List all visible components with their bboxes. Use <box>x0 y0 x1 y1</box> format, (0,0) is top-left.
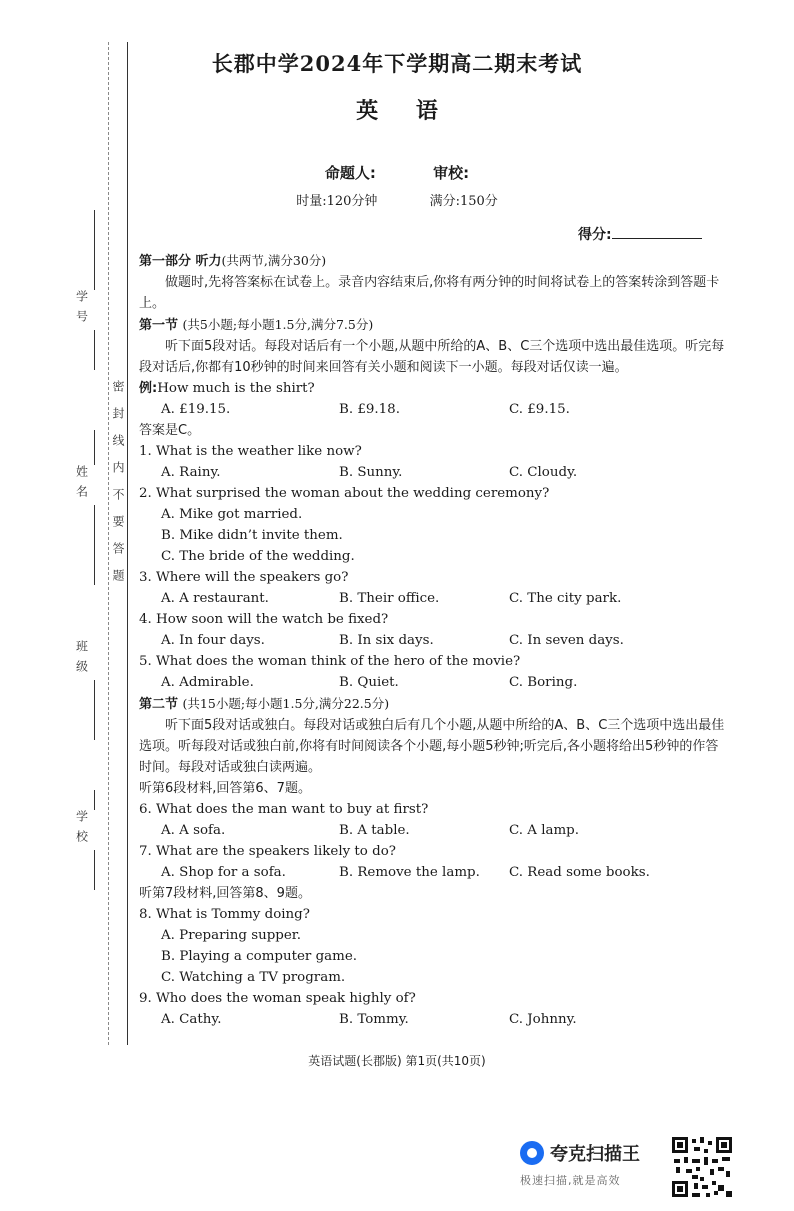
q9-option-a: A. Cathy. <box>161 1012 222 1027</box>
q1-option-c: C. Cloudy. <box>509 465 578 480</box>
example-options <box>139 399 729 420</box>
q5-option-b: B. Quiet. <box>339 675 399 690</box>
q2-option-a: A. Mike got married. <box>161 507 303 522</box>
student-id-label: 学号 <box>74 290 89 330</box>
q1-option-b: B. Sunny. <box>339 465 403 480</box>
example-question <box>139 378 729 399</box>
q6-option-c: C. A lamp. <box>509 823 579 838</box>
class-label: 班级 <box>74 640 89 680</box>
time-row <box>0 190 794 209</box>
question-8: 8. What is Tommy doing? <box>139 907 310 922</box>
question-6-options <box>139 820 729 841</box>
question-9-options <box>139 1009 729 1030</box>
q7-option-a: A. Shop for a sofa. <box>161 865 286 880</box>
q2-option-c: C. The bride of the wedding. <box>161 549 355 564</box>
subject-title: 英 语 <box>356 99 438 124</box>
name-field <box>62 430 102 585</box>
q3-option-b: B. Their office. <box>339 591 440 606</box>
class-blank <box>94 680 95 740</box>
part1-instruction: 做题时,先将答案标在试卷上。录音内容结束后,你将有两分钟的时间将试卷上的答案转涂到答题卡上。 <box>139 275 720 311</box>
q1-option-a: A. Rainy. <box>161 465 221 480</box>
exam-content <box>139 250 729 1030</box>
question-2: 2. What surprised the woman about the wedding ceremony? <box>139 486 550 501</box>
section1-instruction: 听下面5段对话。每段对话后有一个小题,从题中所给的A、B、C三个选项中选出最佳选项。听完每段对话后,你都有10秒钟的时间来回答有关小题和阅读下一小题。每段对话仅读一遍。 <box>139 339 725 375</box>
question-4-options <box>139 630 729 651</box>
q9-option-b: B. Tommy. <box>339 1012 409 1027</box>
name-blank <box>94 430 95 465</box>
question-5-options <box>139 672 729 693</box>
q5-option-a: A. Admirable. <box>161 675 254 690</box>
example-option-a: A. £19.15. <box>161 402 231 417</box>
score-label: 得分: <box>578 227 612 243</box>
student-id-blank <box>94 210 95 290</box>
proposer-label: 命题人: <box>324 164 376 182</box>
school-blank <box>94 790 95 810</box>
brand-name: 夸克扫描王 <box>550 1144 640 1165</box>
page-footer: 英语试题(长郡版) 第1页(共10页) <box>308 1054 486 1068</box>
part1-heading-text: 第一部分 听力 <box>139 254 222 269</box>
proposer-row <box>0 162 794 183</box>
q2-option-b: B. Mike didn’t invite them. <box>161 528 343 543</box>
question-4: 4. How soon will the watch be fixed? <box>139 612 389 627</box>
student-id-blank-2 <box>94 330 95 370</box>
question-1-options <box>139 462 729 483</box>
part1-heading-note: (共两节,满分30分) <box>221 253 327 268</box>
brand-slogan: 极速扫描,就是高效 <box>520 1174 621 1187</box>
question-1: 1. What is the weather like now? <box>139 444 362 459</box>
section1-heading <box>139 314 729 336</box>
question-3-options <box>139 588 729 609</box>
student-id-field <box>62 210 102 370</box>
class-field <box>62 640 102 740</box>
name-label: 姓名 <box>74 465 89 505</box>
q4-option-b: B. In six days. <box>339 633 434 648</box>
example-answer: 答案是C。 <box>139 423 201 438</box>
question-6: 6. What does the man want to buy at first? <box>139 802 429 817</box>
qr-code-icon <box>670 1135 734 1199</box>
section1-heading-note: (共5小题;每小题1.5分,满分7.5分) <box>182 317 374 332</box>
q4-option-c: C. In seven days. <box>509 633 624 648</box>
material-7-note: 听第7段材料,回答第8、9题。 <box>139 886 311 901</box>
school-field <box>62 790 102 890</box>
time-limit: 时量:120分钟 <box>296 194 378 209</box>
scanner-watermark <box>520 1140 670 1188</box>
question-7: 7. What are the speakers likely to do? <box>139 844 396 859</box>
section2-instruction: 听下面5段对话或独白。每段对话或独白后有几个小题,从题中所给的A、B、C三个选项中选出最佳选项。听每段对话或独白前,你将有时间阅读各个小题,每小题5秒钟;听完后,各小题将给出5秒钟的作答时间。每段对话或独白读两遍。 <box>139 718 725 775</box>
reviewer-label: 审校: <box>433 164 470 182</box>
exam-title: 长郡中学2024年下学期高二期末考试 <box>211 51 583 76</box>
seal-line-notice: 密封线内不要答题 <box>111 380 125 596</box>
question-5: 5. What does the woman think of the hero of the movie? <box>139 654 521 669</box>
example-question-text: How much is the shirt? <box>157 381 315 396</box>
section2-heading <box>139 693 729 715</box>
example-label: 例: <box>139 381 158 396</box>
q7-option-b: B. Remove the lamp. <box>339 865 480 880</box>
q5-option-c: C. Boring. <box>509 675 578 690</box>
quark-logo-icon <box>520 1141 544 1165</box>
example-option-c: C. £9.15. <box>509 402 570 417</box>
q4-option-a: A. In four days. <box>161 633 265 648</box>
school-blank-2 <box>94 850 95 890</box>
q8-option-a: A. Preparing supper. <box>161 928 301 943</box>
q6-option-a: A. A sofa. <box>161 823 226 838</box>
q8-option-c: C. Watching a TV program. <box>161 970 346 985</box>
q7-option-c: C. Read some books. <box>509 865 650 880</box>
question-3: 3. Where will the speakers go? <box>139 570 349 585</box>
question-9: 9. Who does the woman speak highly of? <box>139 991 416 1006</box>
q3-option-c: C. The city park. <box>509 591 622 606</box>
section2-heading-note: (共15小题;每小题1.5分,满分22.5分) <box>182 696 390 711</box>
question-7-options <box>139 862 729 883</box>
score-row <box>578 224 702 244</box>
q6-option-b: B. A table. <box>339 823 410 838</box>
q8-option-b: B. Playing a computer game. <box>161 949 358 964</box>
full-score: 满分:150分 <box>429 194 498 209</box>
material-6-note: 听第6段材料,回答第6、7题。 <box>139 781 311 796</box>
section2-heading-text: 第二节 <box>139 697 179 712</box>
school-label: 学校 <box>74 810 89 850</box>
q3-option-a: A. A restaurant. <box>161 591 269 606</box>
part1-heading <box>139 250 729 272</box>
score-blank[interactable] <box>612 224 702 239</box>
example-option-b: B. £9.18. <box>339 402 400 417</box>
q9-option-c: C. Johnny. <box>509 1012 577 1027</box>
brand-row <box>520 1140 670 1166</box>
section1-heading-text: 第一节 <box>139 318 179 333</box>
name-blank-2 <box>94 505 95 585</box>
